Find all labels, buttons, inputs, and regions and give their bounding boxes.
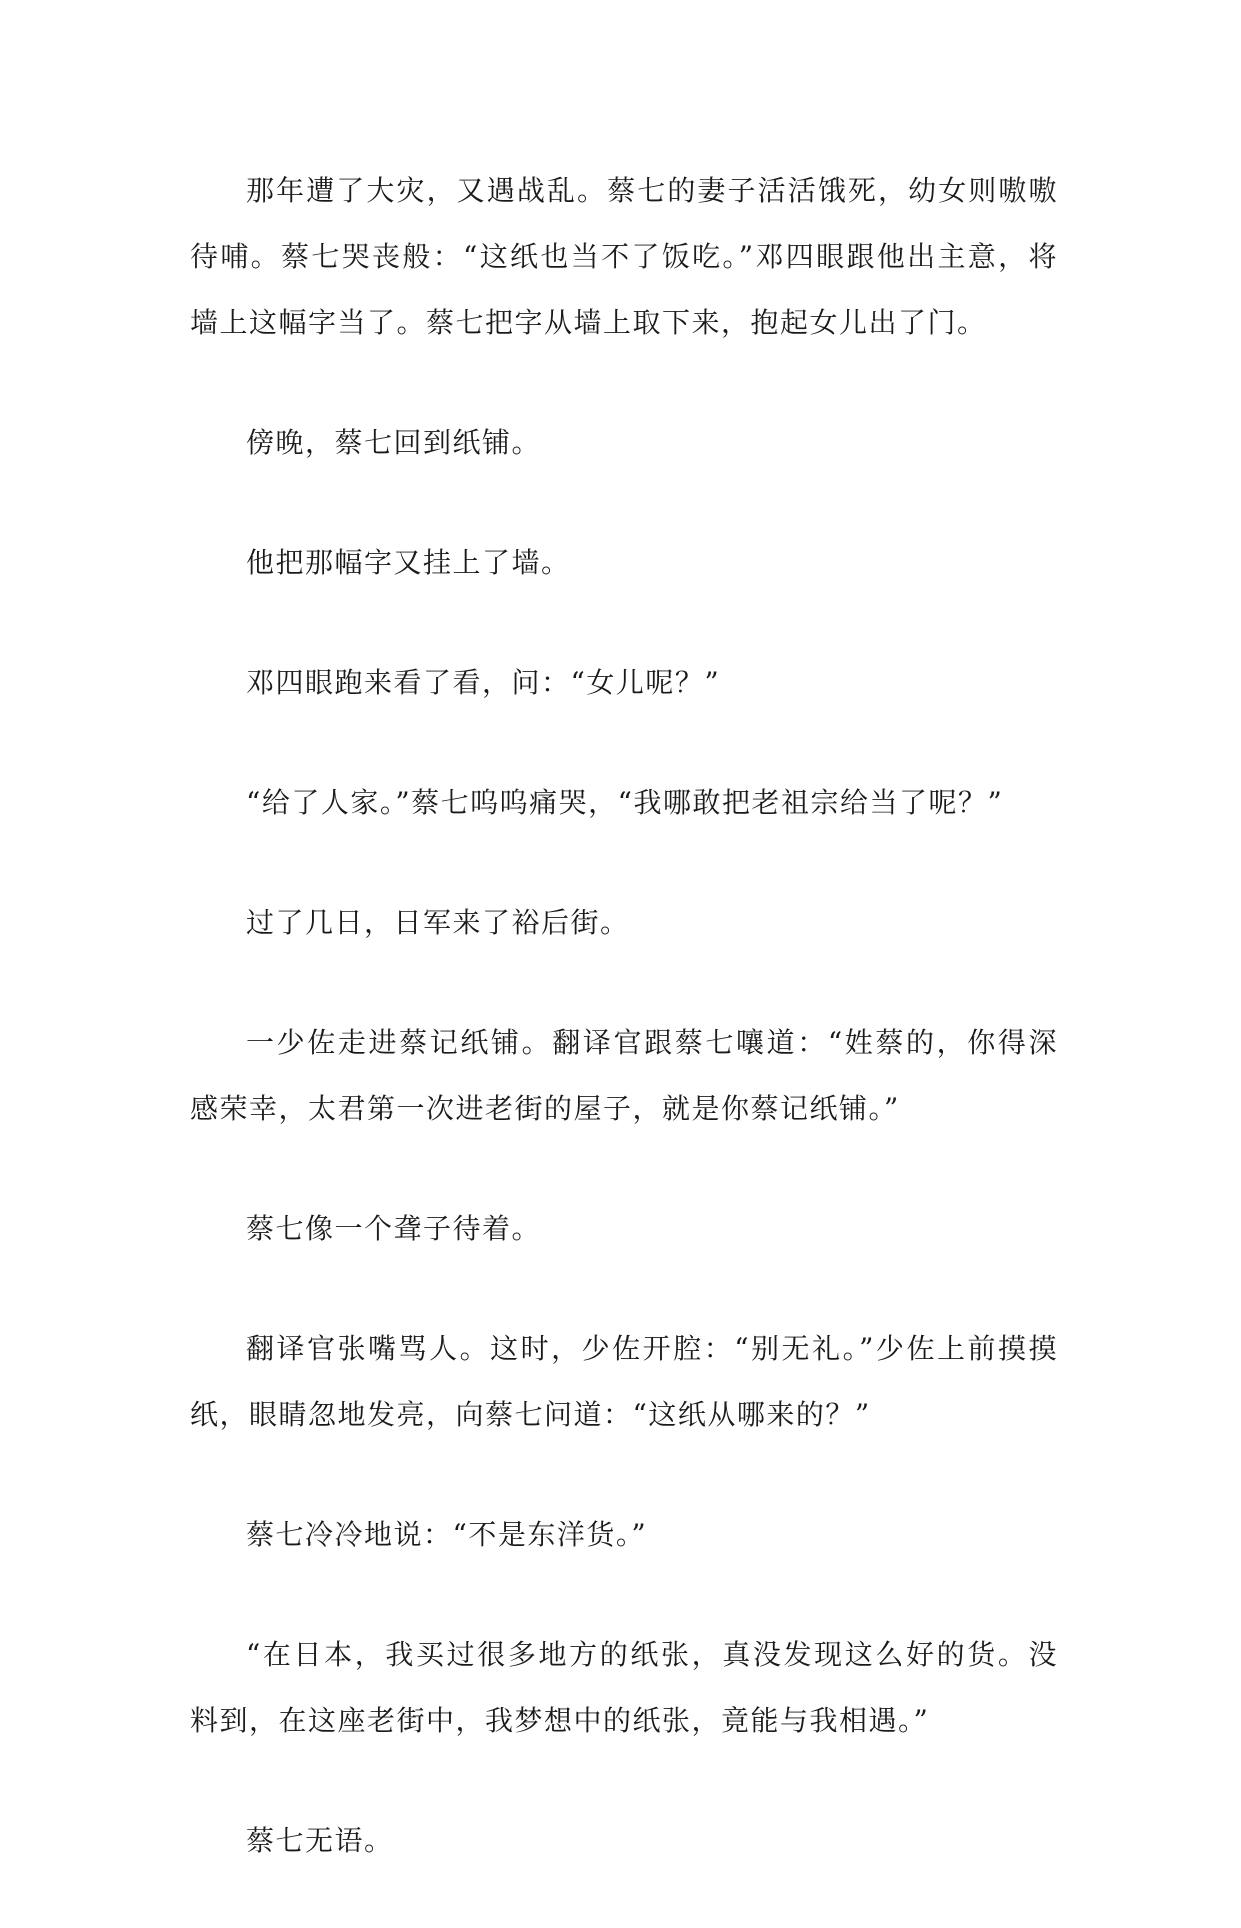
paragraph: 邓四眼跑来看了看，问：“女儿呢？” (246, 666, 721, 699)
paragraph: “在日本，我买过很多地方的纸张，真没发现这么好的货。没料到，在这座老街中，我梦想中的纸张，竟能与我相遇。” (190, 1638, 1058, 1737)
paragraph: 他把那幅字又挂上了墙。 (246, 546, 571, 579)
paragraph: 翻译官张嘴骂人。这时，少佐开腔：“别无礼。”少佐上前摸摸纸，眼睛忽地发亮，向蔡七问道：“这纸从哪来的？” (190, 1332, 1058, 1431)
paragraph: 一少佐走进蔡记纸铺。翻译官跟蔡七嚷道：“姓蔡的，你得深感荣幸，太君第一次进老街的屋子，就是你蔡记纸铺。” (190, 1026, 1058, 1125)
document-body (190, 158, 1058, 1928)
paragraph: 蔡七无语。 (246, 1824, 394, 1857)
paragraph: 蔡七像一个聋子待着。 (246, 1212, 542, 1245)
paragraph: 过了几日，日军来了裕后街。 (246, 906, 630, 939)
paragraph: 傍晚，蔡七回到纸铺。 (246, 426, 542, 459)
paragraph: 那年遭了大灾，又遇战乱。蔡七的妻子活活饿死，幼女则嗷嗷待哺。蔡七哭丧般：“这纸也当不了饭吃。”邓四眼跟他出主意，将墙上这幅字当了。蔡七把字从墙上取下来，抱起女儿出了门。 (190, 174, 1058, 339)
paragraph: “给了人家。”蔡七呜呜痛哭，“我哪敢把老祖宗给当了呢？” (246, 786, 1004, 819)
paragraph: 蔡七冷冷地说：“不是东洋货。” (246, 1518, 648, 1551)
